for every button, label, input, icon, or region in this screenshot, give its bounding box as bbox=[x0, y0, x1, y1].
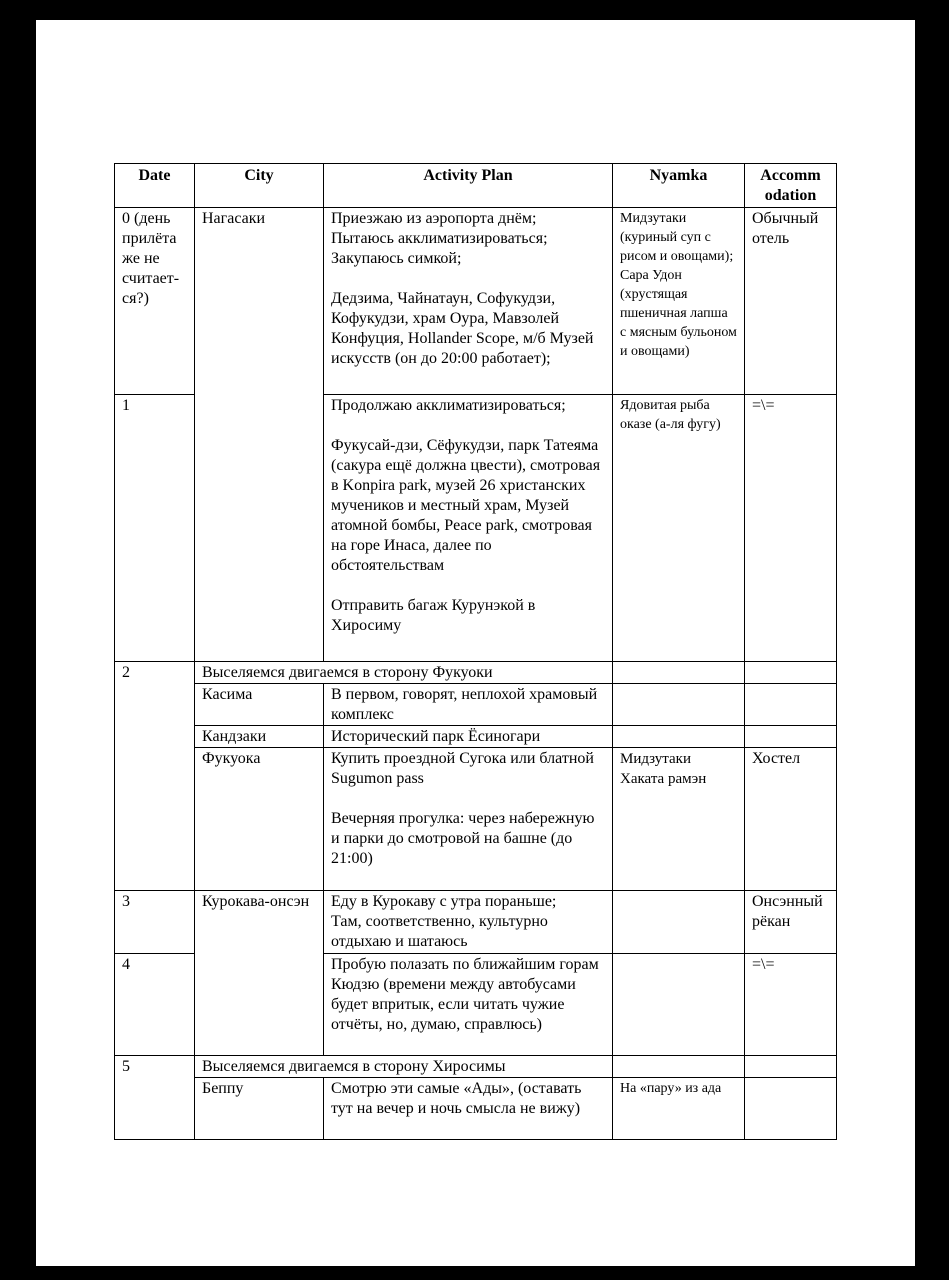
city-cell: Нагасаки bbox=[195, 208, 324, 662]
accommodation-cell: Хостел bbox=[745, 748, 837, 891]
header-activity-plan: Activity Plan bbox=[324, 164, 613, 208]
itinerary-table bbox=[114, 163, 837, 1140]
accommodation-cell: Онсэнный рёкан bbox=[745, 891, 837, 954]
city-cell: Курокава-онсэн bbox=[195, 891, 324, 1056]
accommodation-cell: =\= bbox=[745, 954, 837, 1056]
activity-cell: Еду в Курокаву с утра пораньше; Там, соответственно, культурно отдыхаю и шатаюсь bbox=[324, 891, 613, 954]
span-cell: Выселяемся двигаемся в сторону Хиросимы bbox=[195, 1056, 613, 1078]
table-row bbox=[115, 208, 837, 395]
activity-cell: Приезжаю из аэропорта днём; Пытаюсь акклиматизироваться; Закупаюсь симкой; Дедзима, Чайнатаун, Софукудзи, Кофукудзи, храм Оура, Мавзолей Конфуция, Hollander Scope, м/б Музей искусств (он до 20:00 работает); bbox=[324, 208, 613, 395]
city-cell: Кандзаки bbox=[195, 726, 324, 748]
document-page bbox=[36, 20, 915, 1266]
accommodation-cell: =\= bbox=[745, 395, 837, 662]
city-cell: Касима bbox=[195, 684, 324, 726]
accommodation-cell bbox=[745, 662, 837, 684]
activity-cell: В первом, говорят, неплохой храмовый комплекс bbox=[324, 684, 613, 726]
nyamka-cell: Ядовитая рыба оказе (а-ля фугу) bbox=[613, 395, 745, 662]
activity-cell: Пробую полазать по ближайшим горам Кюдзю (времени между автобусами будет впритык, если читать чужие отчёты, но, думаю, справлюсь) bbox=[324, 954, 613, 1056]
header-accommodation: Accomm odation bbox=[745, 164, 837, 208]
table-row bbox=[115, 748, 837, 891]
activity-cell: Купить проездной Сугока или блатной Sugumon pass Вечерняя прогулка: через набережную и парки до смотровой на башне (до 21:00) bbox=[324, 748, 613, 891]
header-city: City bbox=[195, 164, 324, 208]
nyamka-cell bbox=[613, 662, 745, 684]
activity-cell: Исторический парк Ёсиногари bbox=[324, 726, 613, 748]
header-date: Date bbox=[115, 164, 195, 208]
nyamka-cell bbox=[613, 726, 745, 748]
date-cell: 2 bbox=[115, 662, 195, 891]
accommodation-cell: Обычный отель bbox=[745, 208, 837, 395]
span-cell: Выселяемся двигаемся в сторону Фукуоки bbox=[195, 662, 613, 684]
nyamka-cell bbox=[613, 891, 745, 954]
table-row bbox=[115, 726, 837, 748]
city-cell: Фукуока bbox=[195, 748, 324, 891]
date-cell: 5 bbox=[115, 1056, 195, 1140]
accommodation-cell bbox=[745, 726, 837, 748]
date-cell: 1 bbox=[115, 395, 195, 662]
activity-cell: Смотрю эти самые «Ады», (оставать тут на вечер и ночь смысла не вижу) bbox=[324, 1078, 613, 1140]
table-header-row bbox=[115, 164, 837, 208]
nyamka-cell: На «пару» из ада bbox=[613, 1078, 745, 1140]
accommodation-cell bbox=[745, 684, 837, 726]
accommodation-cell bbox=[745, 1078, 837, 1140]
date-cell: 3 bbox=[115, 891, 195, 954]
table-row bbox=[115, 1056, 837, 1078]
header-nyamka: Nyamka bbox=[613, 164, 745, 208]
table-row bbox=[115, 684, 837, 726]
table-row bbox=[115, 662, 837, 684]
date-cell: 4 bbox=[115, 954, 195, 1056]
nyamka-cell bbox=[613, 684, 745, 726]
nyamka-cell: Мидзутаки Хаката рамэн bbox=[613, 748, 745, 891]
table-row bbox=[115, 891, 837, 954]
date-cell: 0 (день прилёта же не считает-ся?) bbox=[115, 208, 195, 395]
activity-cell: Продолжаю акклиматизироваться; Фукусай-дзи, Сёфукудзи, парк Татеяма (сакура ещё должна цвести), смотровая в Konpira park, музей 26 христанских мучеников и местный храм, Музей атомной бомбы, Peace park, смотровая на горе Инаса, далее по обстоятельствам Отправить багаж Курунэкой в Хиросиму bbox=[324, 395, 613, 662]
city-cell: Беппу bbox=[195, 1078, 324, 1140]
nyamka-cell bbox=[613, 954, 745, 1056]
nyamka-cell bbox=[613, 1056, 745, 1078]
accommodation-cell bbox=[745, 1056, 837, 1078]
table-row bbox=[115, 1078, 837, 1140]
nyamka-cell: Мидзутаки (куриный суп с рисом и овощами); Сара Удон (хрустящая пшеничная лапша с мясным бульоном и овощами) bbox=[613, 208, 745, 395]
